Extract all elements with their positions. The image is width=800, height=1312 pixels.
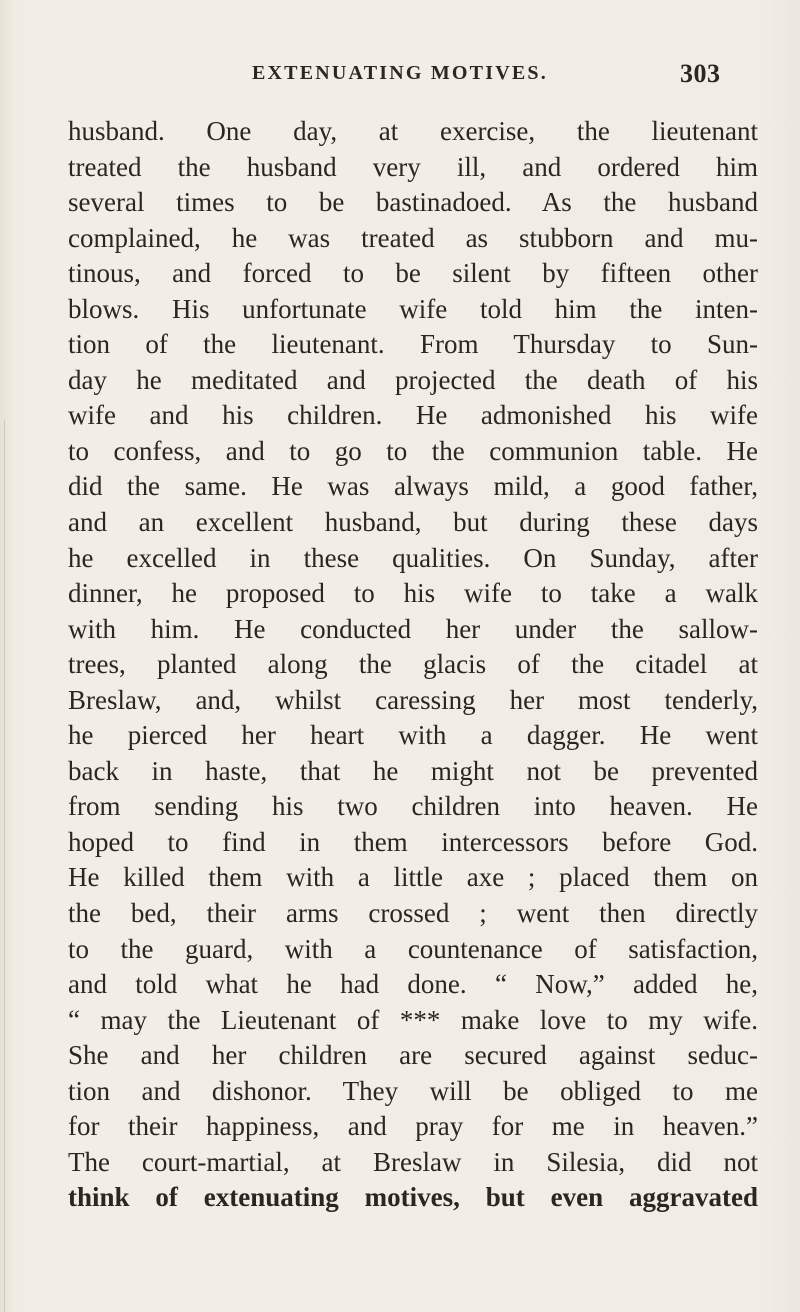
page-number: 303 xyxy=(680,59,721,88)
text-line: hoped to find in them intercessors before God. xyxy=(68,826,758,857)
text-line: complained, he was treated as stubborn and mu- xyxy=(68,222,758,253)
text-line: think of extenuating motives, but even aggravated xyxy=(68,1182,758,1213)
text-line: the bed, their arms crossed ; went then directly xyxy=(68,898,758,929)
text-line: and told what he had done. “ Now,” added he, xyxy=(68,969,758,1000)
text-line: tion of the lieutenant. From Thursday to Sun- xyxy=(68,329,758,360)
text-line: tinous, and forced to be silent by fifteen other xyxy=(68,258,758,289)
text-line: back in haste, that he might not be prevented xyxy=(68,755,758,786)
text-line: he pierced her heart with a dagger. He went xyxy=(68,720,758,751)
text-line: wife and his children. He admonished his wife xyxy=(68,400,758,431)
text-line: Breslaw, and, whilst caressing her most tenderly, xyxy=(68,684,758,715)
text-line: dinner, he proposed to his wife to take a walk xyxy=(68,578,758,609)
running-head xyxy=(0,59,800,102)
text-line: day he meditated and projected the death of his xyxy=(68,364,758,395)
text-line: for their happiness, and pray for me in heaven.” xyxy=(68,1111,758,1142)
text-line: The court-martial, at Breslaw in Silesia, did not xyxy=(68,1146,758,1177)
text-line: trees, planted along the glacis of the citadel at xyxy=(68,649,758,680)
text-line: to confess, and to go to the communion table. He xyxy=(68,435,758,466)
text-line: several times to be bastinadoed. As the husband xyxy=(68,187,758,218)
text-line: he excelled in these qualities. On Sunday, after xyxy=(68,542,758,573)
text-line: treated the husband very ill, and ordered him xyxy=(68,151,758,182)
text-line: to the guard, with a countenance of satisfaction, xyxy=(68,933,758,964)
text-line: “ may the Lieutenant of *** make love to my wife. xyxy=(68,1004,758,1035)
gutter-shadow xyxy=(4,420,5,1312)
text-line: with him. He conducted her under the sallow- xyxy=(68,613,758,644)
text-line: She and her children are secured against seduc- xyxy=(68,1040,758,1071)
text-line: blows. His unfortunate wife told him the inten- xyxy=(68,293,758,324)
text-line: did the same. He was always mild, a good father, xyxy=(68,471,758,502)
text-line: from sending his two children into heaven. He xyxy=(68,791,758,822)
text-line: He killed them with a little axe ; placed them on xyxy=(68,862,758,893)
text-line: and an excellent husband, but during these days xyxy=(68,507,758,538)
text-line: tion and dishonor. They will be obliged to me xyxy=(68,1075,758,1106)
running-head-title: EXTENUATING MOTIVES. xyxy=(252,62,548,84)
body-text xyxy=(68,114,758,1216)
text-line: husband. One day, at exercise, the lieutenant xyxy=(68,116,758,146)
